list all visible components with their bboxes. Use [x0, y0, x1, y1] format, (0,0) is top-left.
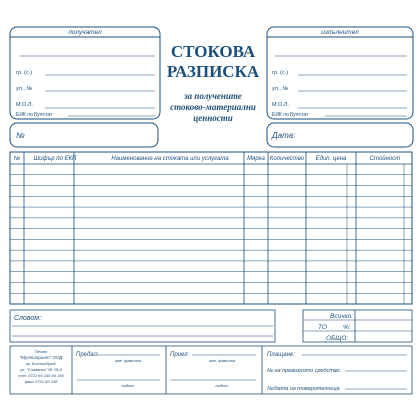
recipient-field-mol: М.О.Л. — [16, 102, 34, 108]
received-name-hint: име, фамилия — [208, 358, 236, 363]
subtitle-line-3: ценности — [193, 113, 233, 123]
title-line-1: СТОКОВА — [170, 42, 256, 61]
supplier-header: изпълнител — [321, 29, 359, 36]
received-label: Приел: — [170, 352, 190, 358]
gave-label: Предал: — [76, 352, 99, 358]
subtitle-line-1: за получените — [184, 91, 242, 101]
col-header-name: Наименование на стоката или услугата — [111, 156, 229, 162]
total-all-label: Всичко: — [330, 313, 354, 320]
gave-signature-hint: подпис — [121, 383, 135, 388]
col-header-code: Шифър по ЕКП — [33, 156, 77, 162]
recipient-header: получател — [68, 29, 102, 36]
gave-name-hint: име, фамилия — [114, 358, 142, 363]
recipient-field-city: гр. (с.) — [16, 70, 33, 76]
grand-total-label: ОБЩО: — [326, 335, 349, 342]
received-signature-hint: подпис — [215, 383, 229, 388]
publisher-line-3: гр. Костинброд, — [25, 361, 57, 366]
supplier-field-street: ул., № — [272, 86, 289, 92]
publisher-line-2: "Мултипринт" ООД — [19, 355, 63, 360]
publisher-line-6: факс 0721 66 248 — [24, 379, 58, 384]
number-label: № — [16, 131, 25, 140]
payment-label: Плащане: — [267, 352, 295, 358]
publisher-line-1: Печат — [34, 349, 48, 354]
total-vat-label: ТО — [318, 324, 327, 331]
col-header-price: Едип. цена — [315, 156, 347, 162]
vehicle-label: № на превозното средство — [267, 368, 340, 374]
subtitle-line-2: стоково-материални — [170, 102, 256, 112]
supplier-field-city: гр. (с.) — [272, 70, 289, 76]
col-header-qty: Количество — [269, 156, 305, 162]
total-percent-label: %: — [343, 324, 351, 331]
publisher-line-5: тел. 0721 66 245 66 246 — [18, 373, 64, 378]
title-line-2: РАЗПИСКА — [166, 62, 260, 81]
col-header-value: Стойност — [369, 156, 401, 162]
number-box — [10, 123, 158, 147]
publisher-line-4: ул. "Славянка" № 18,А — [20, 367, 62, 372]
footer-box — [10, 346, 412, 394]
waybill-label: №/дата на товарителница — [267, 386, 340, 392]
supplier-field-mol: М.О.Л. — [272, 102, 290, 108]
col-header-number: № — [13, 156, 21, 162]
in-words-label: Словом: — [14, 315, 42, 322]
recipient-field-eik: ЕИК по Булстат — [16, 112, 53, 118]
recipient-field-street: ул., № — [16, 86, 33, 92]
col-header-unit: Мярка — [247, 156, 265, 162]
date-label: Дата: — [272, 131, 296, 140]
supplier-field-eik: ЕИК по Булстат — [272, 112, 309, 118]
